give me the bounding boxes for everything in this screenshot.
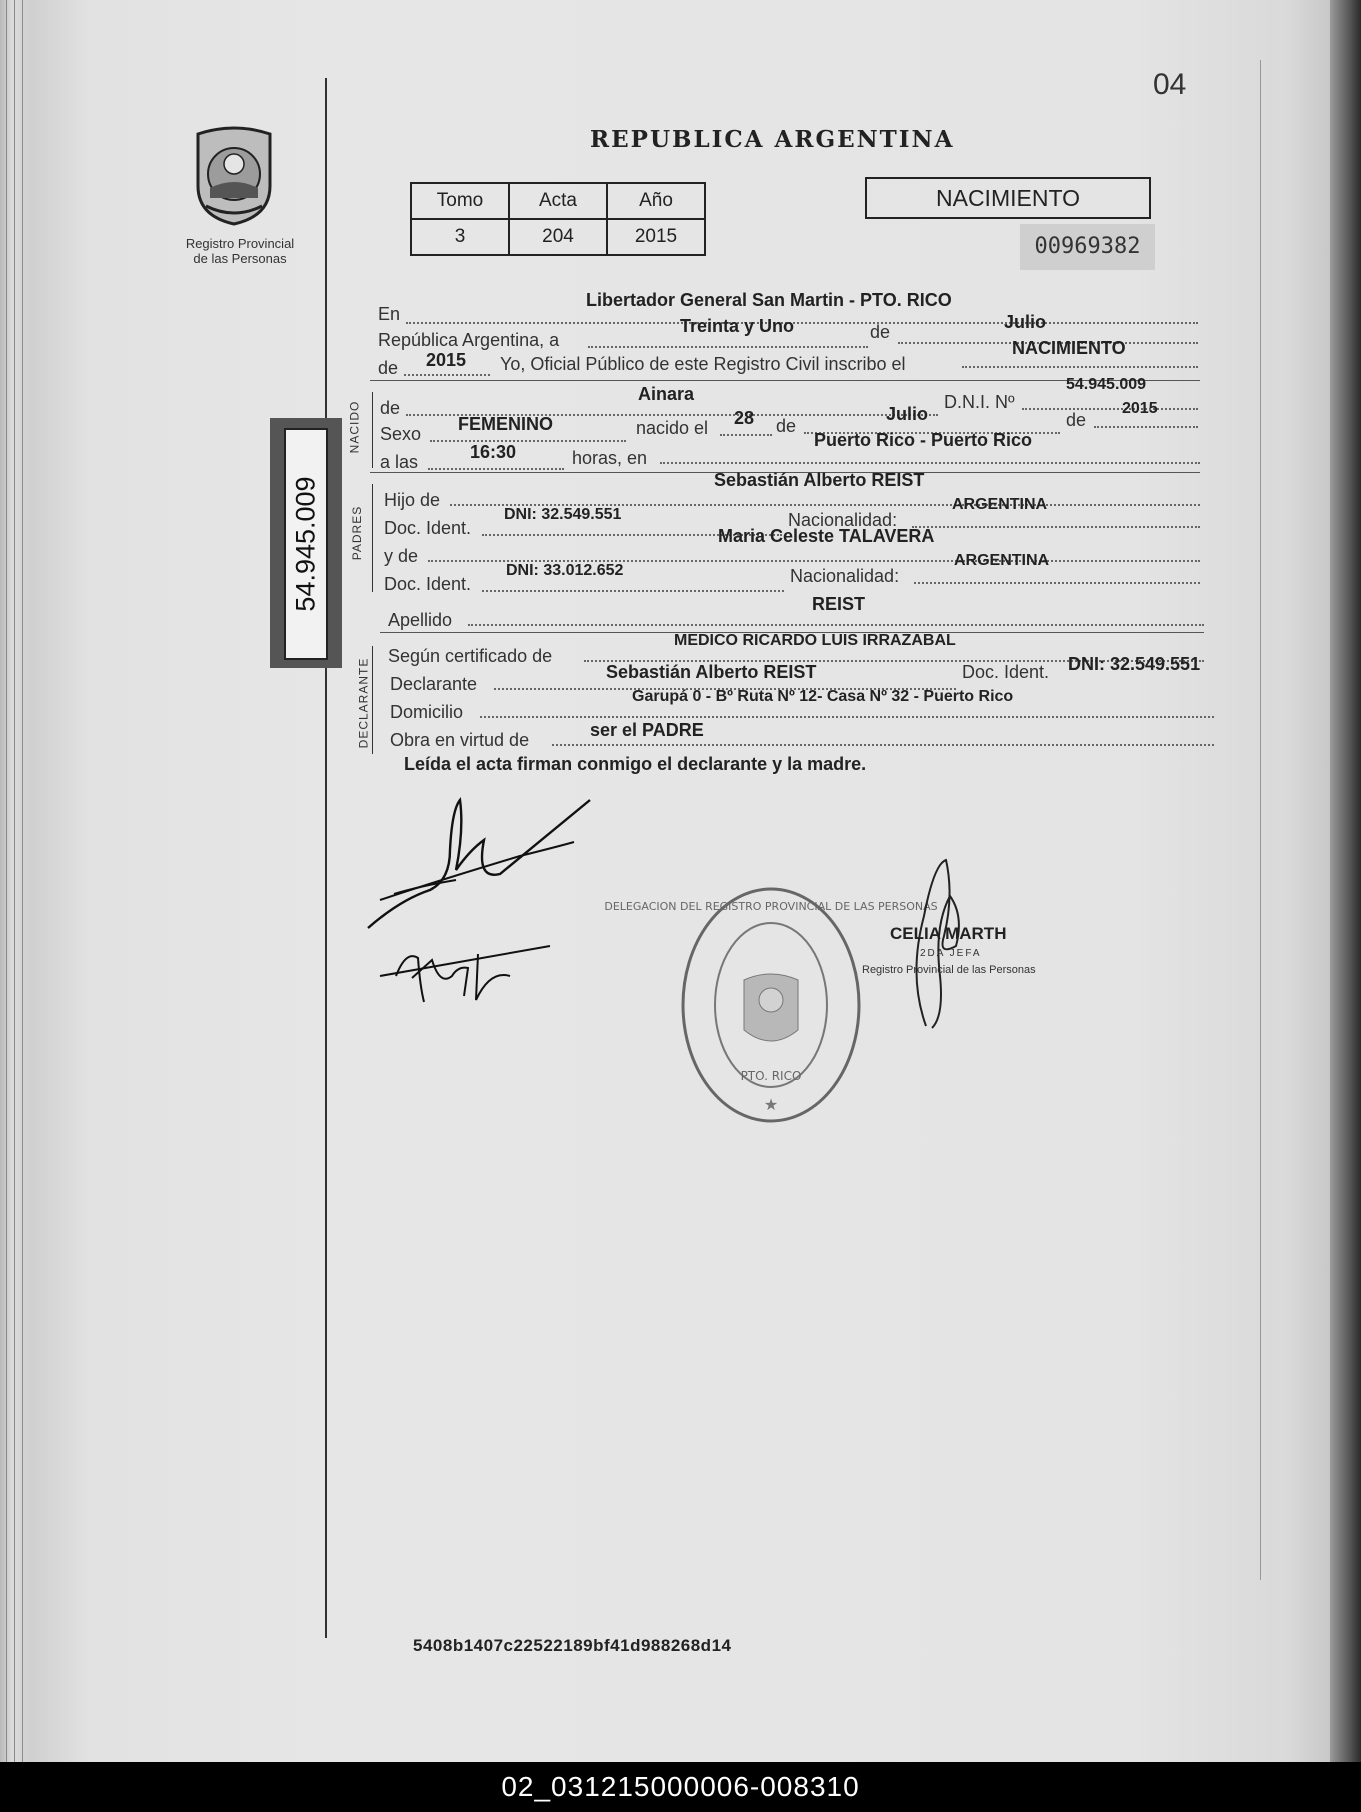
- father-doc-label: Doc. Ident.: [384, 518, 472, 538]
- de-name-label: de: [380, 398, 401, 418]
- mother-doc-value: DNI: 33.012.652: [506, 562, 624, 579]
- hijo-de-label: Hijo de: [384, 490, 441, 510]
- mother-name-value: Maria Celeste TALAVERA: [718, 526, 935, 546]
- svg-text:★: ★: [763, 1095, 779, 1114]
- father-doc-value: DNI: 32.549.551: [504, 506, 622, 523]
- nacido-el-label: nacido el: [636, 418, 709, 438]
- page-number: 04: [1153, 68, 1187, 101]
- acta-value: 204: [509, 219, 607, 255]
- de-label: de: [870, 322, 891, 342]
- right-margin-line: [1260, 60, 1261, 1580]
- de2-label: de: [378, 358, 399, 378]
- de4-label: de: [1066, 410, 1087, 430]
- hour-value: 16:30: [470, 442, 517, 462]
- en-label: En: [378, 304, 401, 324]
- segun-value: MEDICO RICARDO LUIS IRRAZABAL: [674, 632, 956, 649]
- dni-tab-number: 54.945.009: [290, 476, 321, 612]
- child-name-value: Ainara: [638, 384, 695, 404]
- horas-en-label: horas, en: [572, 448, 648, 468]
- anio-header: Año: [607, 183, 705, 219]
- section-nacido: NACIDO: [347, 400, 362, 454]
- mother-doc-label: Doc. Ident.: [384, 574, 472, 594]
- birth-year-value: 2015: [1122, 400, 1158, 417]
- declarante-value: Sebastián Alberto REIST: [606, 662, 817, 682]
- declarant-signature: [360, 790, 600, 1010]
- province-coat-of-arms-logo: [188, 126, 280, 226]
- left-margin-line: [325, 78, 327, 1638]
- mother-nat-label: Nacionalidad:: [790, 566, 900, 586]
- record-type-box: NACIMIENTO: [865, 177, 1151, 219]
- apellido-value: REIST: [812, 594, 866, 614]
- acta-header: Acta: [509, 183, 607, 219]
- official-stamp: [604, 880, 938, 1130]
- section-declarante: DECLARANTE: [356, 657, 371, 749]
- birth-day-value: 28: [734, 408, 755, 428]
- apellido-label: Apellido: [388, 610, 453, 630]
- document-hash: 5408b1407c22522189bf41d988268d14: [413, 1636, 732, 1655]
- officer-name: CELIA MARTH: [890, 924, 1007, 943]
- scan-footer-id: 02_031215000006-008310: [0, 1762, 1361, 1812]
- section-padres: PADRES: [350, 505, 365, 561]
- decl-doc-value: DNI: 32.549.551: [1068, 654, 1201, 674]
- page-right-edge: [1330, 0, 1361, 1762]
- domicilio-value: Garupá 0 - Bº Ruta Nº 12- Casa Nº 32 - Puerto Rico: [632, 688, 1014, 705]
- en-value: Libertador General San Martin - PTO. RICO: [586, 290, 952, 310]
- oficial-text: Yo, Oficial Público de este Registro Civil inscribo el: [500, 354, 906, 374]
- tomo-value: 3: [411, 219, 509, 255]
- obra-value: ser el PADRE: [590, 720, 704, 740]
- republica-label: República Argentina, a: [378, 330, 560, 350]
- a-las-label: a las: [380, 452, 419, 472]
- obra-label: Obra en virtud de: [390, 730, 530, 750]
- mother-nat-value: ARGENTINA: [954, 552, 1050, 569]
- document-title: REPUBLICA ARGENTINA: [590, 126, 955, 153]
- tomo-header: Tomo: [411, 183, 509, 219]
- svg-text:PTO. RICO: PTO. RICO: [740, 1069, 802, 1083]
- dni-value: 54.945.009: [1066, 376, 1147, 393]
- declarante-label: Declarante: [390, 674, 478, 694]
- birth-place-value: Puerto Rico - Puerto Rico: [814, 430, 1033, 450]
- father-nat-value: ARGENTINA: [952, 496, 1048, 513]
- anio-value: 2015: [607, 219, 705, 255]
- year-value: 2015: [426, 350, 467, 370]
- svg-text:DELEGACION DEL REGISTRO PROVIN: DELEGACION DEL REGISTRO PROVINCIAL DE LAS PERSONAS: [604, 900, 938, 913]
- dni-side-tab: [270, 418, 342, 668]
- birth-month-value: Julio: [886, 404, 929, 424]
- father-nat-label: Nacionalidad:: [788, 510, 898, 530]
- father-name-value: Sebastián Alberto REIST: [714, 470, 925, 490]
- month-value: Julio: [1004, 312, 1047, 332]
- officer-office: Registro Provincial de las Personas: [862, 964, 1036, 976]
- decl-doc-label: Doc. Ident.: [962, 662, 1050, 682]
- dni-label: D.N.I. Nº: [944, 392, 1015, 412]
- logo-caption: Registro Provincial de las Personas: [185, 236, 295, 266]
- y-de-label: y de: [384, 546, 419, 566]
- officer-title: 2DA JEFA: [920, 948, 982, 959]
- registry-table: [410, 182, 706, 256]
- domicilio-label: Domicilio: [390, 702, 464, 722]
- closing-statement: Leída el acta firman conmigo el declarante y la madre.: [404, 754, 867, 774]
- segun-label: Según certificado de: [388, 646, 553, 666]
- sexo-label: Sexo: [380, 424, 422, 444]
- book-spine-edge: [0, 0, 30, 1762]
- de3-label: de: [776, 416, 797, 436]
- day-value: Treinta y Uno: [680, 316, 795, 336]
- inscribo-value: NACIMIENTO: [1012, 338, 1126, 358]
- serial-number: 00969382: [1020, 224, 1155, 270]
- sexo-value: FEMENINO: [458, 414, 554, 434]
